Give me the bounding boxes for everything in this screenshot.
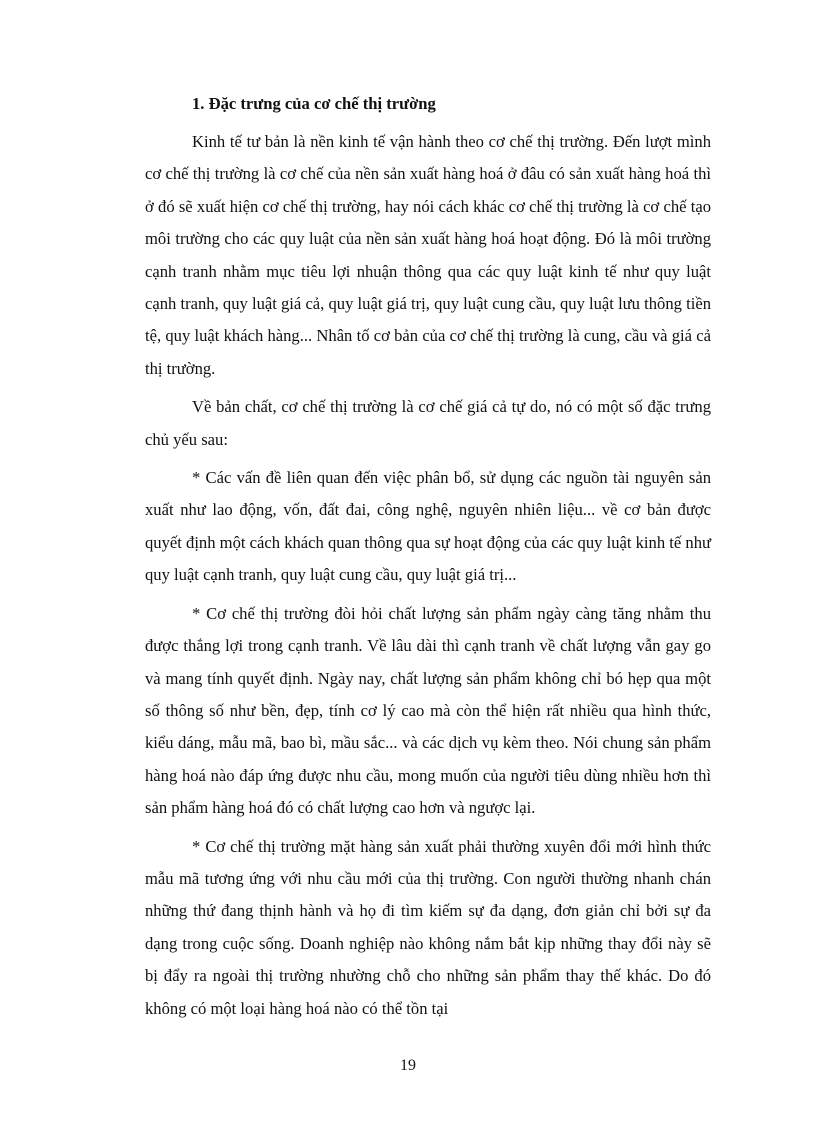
section-heading: 1. Đặc trưng của cơ chế thị trường (192, 94, 436, 113)
paragraph-resource-allocation: * Các vấn đề liên quan đến việc phân bổ, sử dụng các nguồn tài nguyên sản xuất như lao động, vốn, đất đai, công nghệ, nguyên nhiên liệu... về cơ bản được quyết định một cách khách quan thông qua sự hoạt động của các quy luật kinh tế như quy luật cạnh tranh, quy luật cung cầu, quy luật giá trị... (145, 468, 711, 585)
paragraph-product-innovation: * Cơ chế thị trường mặt hàng sản xuất phải thường xuyên đổi mới hình thức mẫu mã tương ứng với nhu cầu mới của thị trường. Con người thường nhanh chán những thứ đang thịnh hành và họ đi tìm kiếm sự đa dạng, đơn giản chỉ bởi sự đa dạng trong cuộc sống. Doanh nghiệp nào không nắm bắt kịp những thay đổi này sẽ bị đẩy ra ngoài thị trường nhường chỗ cho những sản phẩm thay thế khác. Do đó không có một loại hàng hoá nào có thể tồn tại (145, 836, 711, 1018)
paragraph-market-economy: Kinh tế tư bản là nền kinh tế vận hành theo cơ chế thị trường. Đến lượt mình cơ chế thị trường là cơ chế của nền sản xuất hàng hoá ở đâu có sản xuất hàng hoá thì ở đó sẽ xuất hiện cơ chế thị trường, hay nói cách khác cơ chế thị trường là cơ chế tạo môi trường cho các quy luật của nền sản xuất hàng hoá hoạt động. Đó là môi trường cạnh tranh nhằm mục tiêu lợi nhuận thông qua các quy luật kinh tế như quy luật cạnh tranh, quy luật giá cả, quy luật giá trị, quy luật cung cầu, quy luật lưu thông tiền tệ, quy luật khách hàng... Nhân tố cơ bản của cơ chế thị trường là cung, cầu và giá cả thị trường. (145, 132, 711, 378)
paragraph-nature: Về bản chất, cơ chế thị trường là cơ chế giá cả tự do, nó có một số đặc trưng chủ yếu sau: (145, 397, 711, 449)
paragraph-product-quality: * Cơ chế thị trường đòi hỏi chất lượng sản phẩm ngày càng tăng nhằm thu được thắng lợi trong cạnh tranh. Về lâu dài thì cạnh tranh về chất lượng vẫn gay go và mang tính quyết định. Ngày nay, chất lượng sản phẩm không chỉ bó hẹp qua một số thông số như bền, đẹp, tính cơ lý cao mà còn thể hiện rất nhiều qua hình thức, kiểu dáng, mẫu mã, bao bì, mầu sắc... và các dịch vụ kèm theo. Nói chung sản phẩm hàng hoá nào đáp ứng được nhu cầu, mong muốn của người tiêu dùng nhiều hơn thì sản phẩm hàng hoá đó có chất lượng cao hơn và ngược lại. (145, 603, 711, 818)
page-number: 19 (400, 1057, 416, 1074)
page-content (145, 88, 711, 1031)
